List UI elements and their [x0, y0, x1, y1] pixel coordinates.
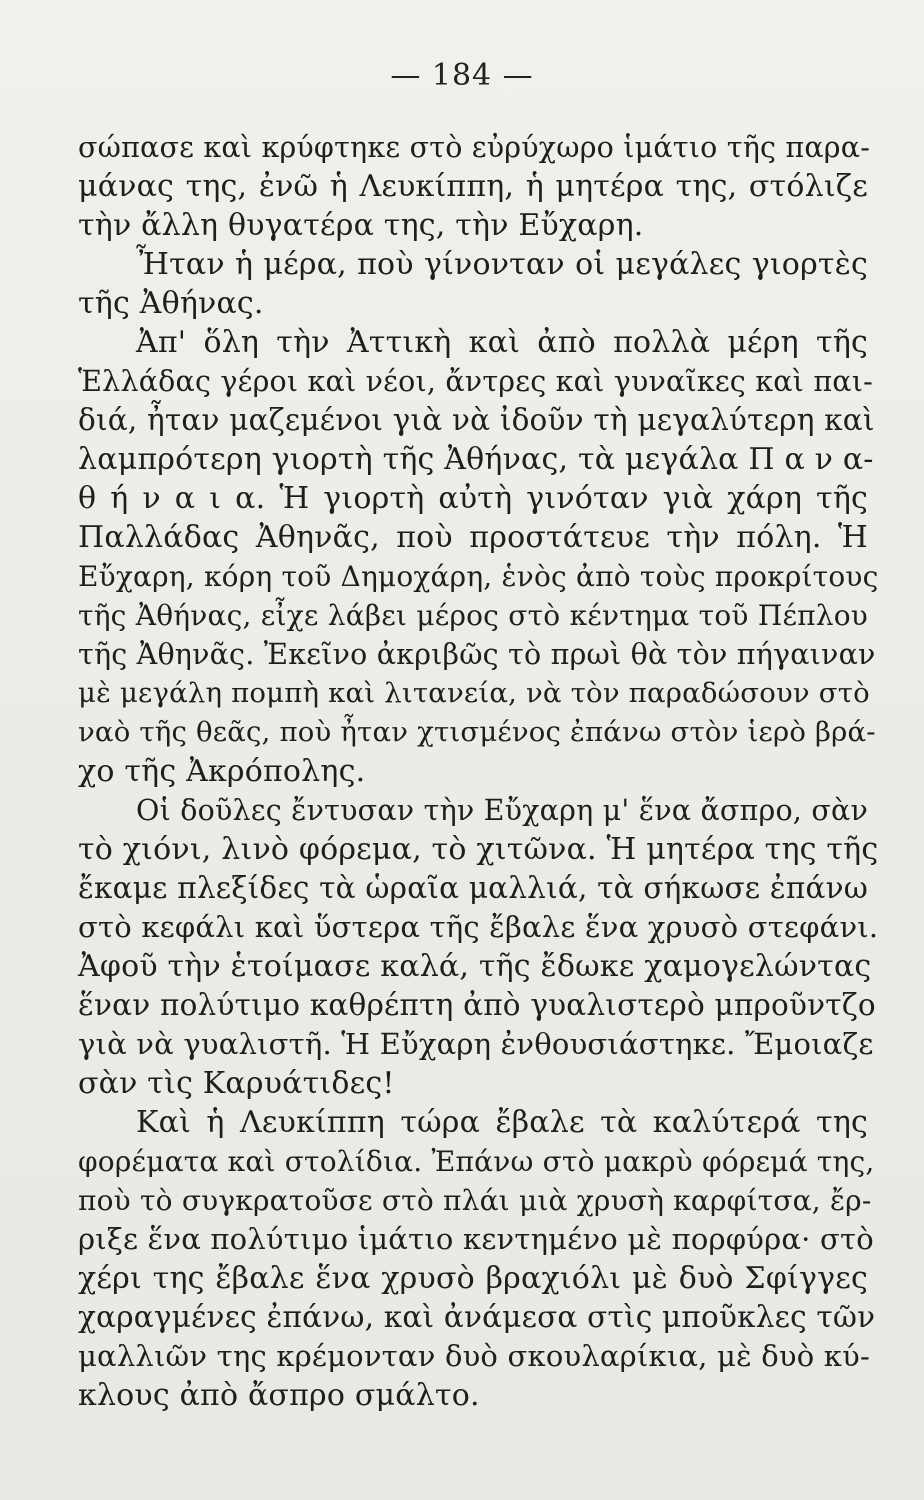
- text-line: Καὶ ἡ Λευκίππη τώρα ἔβαλε τὰ καλύτερά της: [136, 1105, 868, 1140]
- text-line: Οἱ δοῦλες ἔντυσαν τὴν Εὔχαρη μ' ἕνα ἄσπρο, σὰν: [136, 794, 868, 827]
- text-line: στὸ κεφάλι καὶ ὕστερα τῆς ἔβαλε ἕνα χρυσὸ στεφάνι.: [78, 910, 879, 944]
- text-line: τὸ χιόνι, λινὸ φόρεμα, τὸ χιτῶνα. Ἡ μητέρα της τῆς: [78, 832, 879, 867]
- text-line: Ἀπ' ὅλη τὴν Ἀττικὴ καὶ ἀπὸ πολλὰ μέρη τῆς: [136, 325, 868, 360]
- text-line: φορέματα καὶ στολίδια. Ἐπάνω στὸ μακρὺ φόρεμά της,: [78, 1145, 875, 1178]
- text-line: χαραγμένες ἐπάνω, καὶ ἀνάμεσα στὶς μποῦκλες τῶν: [78, 1300, 876, 1334]
- text-line: τῆς Ἀθηνᾶς. Ἐκεῖνο ἀκριβῶς τὸ πρωὶ θὰ τὸν πήγαιναν: [78, 638, 876, 671]
- page-number: — 184 —: [390, 58, 534, 93]
- text-line: μαλλιῶν της κρέμονταν δυὸ σκουλαρίκια, μὲ δυὸ κύ-: [78, 1339, 870, 1373]
- text-line: τῆς Ἀθήνας.: [78, 286, 264, 321]
- text-line: ποὺ τὸ συγκρατοῦσε στὸ πλάι μιὰ χρυσὴ καρφίτσα, ἔρ-: [78, 1184, 872, 1217]
- text-line: Ἀφοῦ τὴν ἑτοίμασε καλά, τῆς ἔδωκε χαμογελώντας: [78, 949, 872, 984]
- text-line: μὲ μεγάλη πομπὴ καὶ λιτανεία, νὰ τὸν παραδώσουν στὸ: [78, 677, 870, 709]
- text-line: ριξε ἕνα πολύτιμο ἱμάτιο κεντημένο μὲ πορφύρα· στὸ: [78, 1222, 874, 1256]
- text-line: τῆς Ἀθήνας, εἶχε λάβει μέρος στὸ κέντημα τοῦ Πέπλου: [78, 599, 868, 632]
- text-line: Παλλάδας Ἀθηνᾶς, ποὺ προστάτευε τὴν πόλη. Ἡ: [78, 520, 868, 555]
- text-line: μάνας της, ἐνῶ ἡ Λευκίππη, ἡ μητέρα της, στόλιζε: [78, 169, 868, 204]
- text-line: ἔκαμε πλεξίδες τὰ ὡραῖα μαλλιά, τὰ σήκωσε ἐπάνω: [78, 871, 868, 905]
- text-line: θ ή ν α ι α. Ἡ γιορτὴ αὐτὴ γινόταν γιὰ χάρη τῆς: [78, 481, 868, 516]
- text-line: ναὸ τῆς θεᾶς, ποὺ ἦταν χτισμένος ἐπάνω στὸν ἱερὸ βρά-: [78, 716, 876, 748]
- text-line: σώπασε καὶ κρύφτηκε στὸ εὐρύχωρο ἱμάτιο τῆς παρα-: [78, 131, 871, 164]
- body-text: [78, 128, 879, 1415]
- text-line: Ἦταν ἡ μέρα, ποὺ γίνονταν οἱ μεγάλες γιορτὲς: [136, 247, 868, 282]
- text-line: Ἑλλάδας γέροι καὶ νέοι, ἄντρες καὶ γυναῖκες καὶ παι-: [78, 365, 873, 398]
- text-line: ἕναν πολύτιμο καθρέπτη ἀπὸ γυαλιστερὸ μπροῦντζο: [78, 988, 876, 1022]
- text-line: διά, ἦταν μαζεμένοι γιὰ νὰ ἰδοῦν τὴ μεγαλύτερη καὶ: [78, 403, 875, 437]
- text-line: γιὰ νὰ γυαλιστῆ. Ἡ Εὔχαρη ἐνθουσιάστηκε. Ἔμοιαζε: [78, 1027, 874, 1061]
- text-line: κλους ἀπὸ ἄσπρο σμάλτο.: [78, 1378, 480, 1413]
- text-line: Εὔχαρη, κόρη τοῦ Δημοχάρη, ἑνὸς ἀπὸ τοὺς προκρίτους: [78, 560, 879, 593]
- text-line: χο τῆς Ἀκρόπολης.: [78, 754, 366, 789]
- text-line: χέρι της ἔβαλε ἕνα χρυσὸ βραχιόλι μὲ δυὸ Σφίγγες: [78, 1261, 868, 1296]
- text-line: τὴν ἄλλη θυγατέρα της, τὴν Εὔχαρη.: [78, 208, 644, 243]
- text-line: λαμπρότερη γιορτὴ τῆς Ἀθήνας, τὰ μεγάλα Π α ν α-: [78, 442, 874, 477]
- text-line: σὰν τὶς Καρυάτιδες!: [78, 1066, 395, 1101]
